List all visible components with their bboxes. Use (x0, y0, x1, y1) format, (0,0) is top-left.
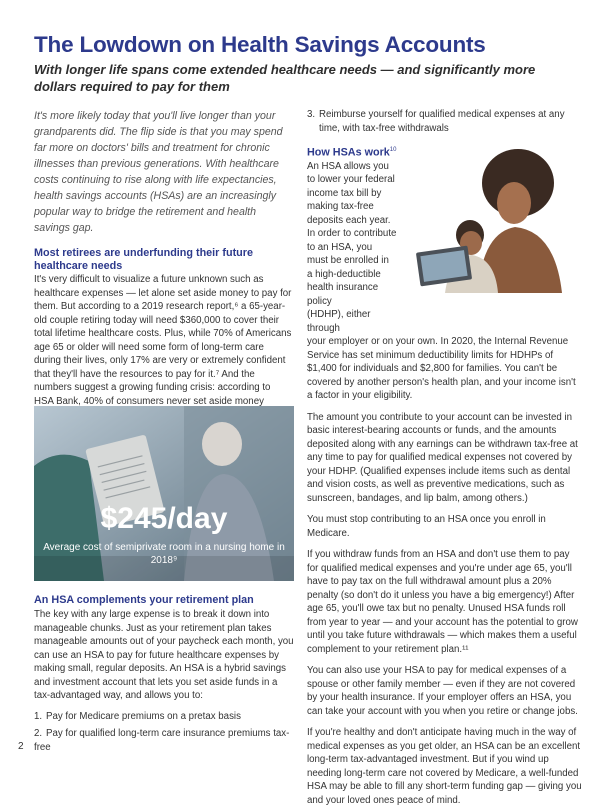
section-complements (34, 594, 296, 754)
left-column (34, 108, 292, 422)
page-title: The Lowdown on Health Savings Accounts (34, 32, 486, 57)
section-heading-complements: An HSA complements your retirement plan (34, 594, 254, 606)
paragraph-medicare: You must stop contributing to an HSA once you enroll in Medicare. (307, 514, 546, 539)
hsa-benefits-list (34, 710, 296, 755)
page-subtitle: With longer life spans come extended healthcare needs — and significantly more dollars required to pay for them (34, 62, 536, 94)
stat-caption: Average cost of semiprivate room in a nursing home in 2018⁹ (43, 542, 285, 566)
section-heading-underfunding: Most retirees are underfunding their future healthcare needs (34, 247, 253, 272)
paragraph-family: You can also use your HSA to pay for medical expenses of a spouse or other family member — even if they are not covered by your health insurance. If your employer offers an HSA, you can take your account with you when you retire or change jobs. (307, 665, 578, 717)
section-heading-how-hsas-work: How HSAs work$^{10}$ (307, 146, 397, 159)
paragraph-withdrawal: If you withdraw funds from an HSA and don't use them to pay for qualified medical expenses and you're under age 65, you'll have to pay tax on the full withdrawal amount plus a 20% penalty (so don't do it unless you have a big emergency!) After age 65, you'll owe tax but no penalty. Unused HSA funds roll from year to year — and your account has the potential to grow until you take future withdrawals — which makes them a useful complement to your retirement plan.¹¹ (307, 549, 578, 655)
stat-value: $245/day (100, 502, 228, 535)
list-item: 3. Reimburse yourself for qualified medical expenses at any time, with tax-free withdrawals (307, 109, 565, 134)
paragraph-healthy: If you're healthy and don't anticipate having much in the way of medical expenses as you get older, an HSA can be an excellent long-term tax-advantaged investment. But if you wind up needing long-term care not covered by Medicare, a well-funded HSA may be able to fill any short-term funding gap — giving you and your loved ones peace of mind. (307, 727, 582, 806)
section-body-complements: The key with any large expense is to break it down into manageable chunks. Just as your retirement plan takes manageable amounts out of your paycheck each month, you can use an HSA to pay for future healthcare expenses by making small, regular deposits. An HSA is a hybrid savings and investment account that lets you set aside funds in a tax-advantaged way, and allows you to: (34, 609, 294, 701)
intro-paragraph: It's more likely today that you'll live longer than your grandparents did. The flip side is that you may spend far more on doctors' bills and treatment for chronic illnesses than previous generations. With healthcare costs continuing to rise along with life expectancies, health savings accounts (HSAs) are an increasingly popular way to bridge the retirement and health savings gap. (34, 110, 283, 234)
wrapped-text: An HSA allows you to lower your federal income tax bill by making tax-free deposits each year. In order to contribute to an HSA, you must be enrolled in a high-deductible health insurance policy (HDHP), either through (307, 160, 397, 334)
page-number: 2 (18, 741, 24, 752)
nursing-photo (34, 406, 294, 581)
list-item: 1. Pay for Medicare premiums on a pretax basis (34, 710, 241, 722)
mother-child-photo (400, 145, 583, 293)
footnote-marker: 10 (389, 147, 397, 153)
list-item: 2. Pay for qualified long-term care insurance premiums tax-free (34, 728, 290, 753)
paragraph-investment: The amount you contribute to your account can be invested in basic interest-bearing accounts or funds, and the amounts deposited along with any earnings can be withdrawn tax-free at any time to pay for qualified medical expenses not covered by your HDHP. (Qualified expenses include items such as dental and vision costs, as well as preventive medications, such as sunscreen, bandages, and lip balm, among others.) (307, 411, 578, 504)
how-hsas-work-continued: your employer or on your own. In 2020, the Internal Revenue Service has set minimum deductibility limits for HDHPs of $1,400 for individuals and $2,800 for families. You can't be covered by another person's health plan, and your income isn't a factor in your eligibility. (307, 336, 576, 402)
section-body-underfunding: It's very difficult to visualize a future unknown such as healthcare expenses — let alone set aside money to pay for them. But according to a 2019 research report,⁶ a 65-year-old couple retiring today will need $360,000 to cover their total lifetime healthcare costs. Plus, while 70% of Americans age 65 or older will need some form of long-term care during their lives, only 17% are very or extremely confident that they'll have the resources to pay for it.⁷ And the numbers suggest a growing funding crisis: according to HSA Bank, 40% of consumers never set aside money (34, 274, 292, 407)
mother-child-illustration (400, 145, 583, 293)
